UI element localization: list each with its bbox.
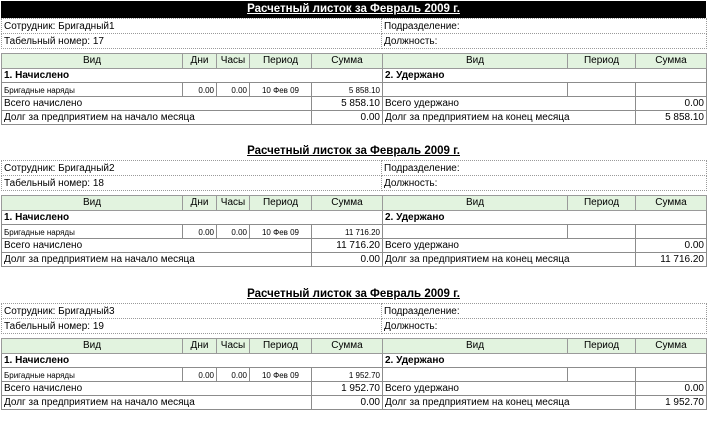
col-sum-withheld: Сумма [636, 196, 707, 211]
accrual-row [2, 368, 707, 382]
accrual-sum: 1 952.70 [312, 368, 383, 382]
payment-table [1, 338, 707, 410]
col-days: Дни [183, 54, 217, 69]
withheld-empty-sum [636, 83, 707, 97]
col-vid: Вид [2, 54, 183, 69]
employee-name: Бригадный1 [58, 21, 115, 32]
withheld-section-label: 2. Удержано [383, 211, 707, 225]
employee-info [1, 18, 707, 49]
employee-label: Сотрудник: [4, 163, 56, 174]
totals-row [2, 97, 707, 111]
payslip-title: Расчетный листок за Февраль 2009 г. [247, 288, 460, 300]
tab-number-label: Табельный номер: [4, 321, 91, 332]
accrual-sum: 11 716.20 [312, 225, 383, 239]
payslip [1, 286, 706, 410]
total-withheld-value: 0.00 [636, 97, 707, 111]
debt-row [2, 253, 707, 267]
employee-cell [2, 161, 382, 176]
col-hours: Часы [217, 196, 250, 211]
employee-label: Сотрудник: [4, 306, 56, 317]
total-accrued-label: Всего начислено [2, 239, 312, 253]
accrual-days: 0.00 [183, 225, 217, 239]
accrual-row [2, 225, 707, 239]
col-hours: Часы [217, 339, 250, 354]
col-days: Дни [183, 196, 217, 211]
accrued-section-label: 1. Начислено [2, 354, 383, 368]
accrual-name: Бригадные наряды [2, 368, 183, 382]
withheld-empty-period [568, 83, 636, 97]
tab-number-cell [2, 176, 382, 191]
debt-row [2, 111, 707, 125]
payment-table [1, 195, 707, 267]
withheld-section-label: 2. Удержано [383, 354, 707, 368]
withheld-empty-period [568, 368, 636, 382]
employee-name: Бригадный3 [58, 306, 115, 317]
debt-start-label: Долг за предприятием на начало месяца [2, 253, 312, 267]
payslip [1, 143, 706, 267]
accrual-period: 10 Фев 09 [250, 225, 312, 239]
employee-cell [2, 304, 382, 319]
employee-name: Бригадный2 [58, 163, 115, 174]
total-withheld-label: Всего удержано [383, 239, 636, 253]
header-row [2, 54, 707, 69]
col-sum-withheld: Сумма [636, 54, 707, 69]
debt-start-value: 0.00 [312, 396, 383, 410]
col-period: Период [250, 196, 312, 211]
col-vid: Вид [2, 339, 183, 354]
col-vid-withheld: Вид [383, 54, 568, 69]
withheld-section-label: 2. Удержано [383, 69, 707, 83]
accrual-days: 0.00 [183, 83, 217, 97]
col-days: Дни [183, 339, 217, 354]
tab-number-value: 19 [92, 321, 104, 332]
tab-number-cell [2, 34, 382, 49]
department-label: Подразделение: [382, 19, 707, 34]
accrual-period: 10 Фев 09 [250, 83, 312, 97]
col-vid-withheld: Вид [383, 196, 568, 211]
accrual-hours: 0.00 [217, 368, 250, 382]
employee-info [1, 160, 707, 191]
debt-start-label: Долг за предприятием на начало месяца [2, 396, 312, 410]
section-row [2, 69, 707, 83]
accrual-period: 10 Фев 09 [250, 368, 312, 382]
department-label: Подразделение: [382, 304, 707, 319]
debt-row [2, 396, 707, 410]
employee-info [1, 303, 707, 334]
payslip-title: Расчетный листок за Февраль 2009 г. [1, 1, 706, 18]
tab-number-label: Табельный номер: [4, 36, 91, 47]
col-vid-withheld: Вид [383, 339, 568, 354]
accrual-sum: 5 858.10 [312, 83, 383, 97]
debt-end-value: 1 952.70 [636, 396, 707, 410]
section-row [2, 354, 707, 368]
withheld-empty-vid [383, 225, 568, 239]
total-accrued-label: Всего начислено [2, 382, 312, 396]
department-label: Подразделение: [382, 161, 707, 176]
accrual-name: Бригадные наряды [2, 225, 183, 239]
col-sum: Сумма [312, 339, 383, 354]
section-row [2, 211, 707, 225]
col-period-withheld: Период [568, 339, 636, 354]
total-accrued-value: 1 952.70 [312, 382, 383, 396]
debt-end-label: Долг за предприятием на конец месяца [383, 253, 636, 267]
payslip [1, 1, 706, 125]
col-sum: Сумма [312, 54, 383, 69]
position-label: Должность: [382, 176, 707, 191]
col-period-withheld: Период [568, 54, 636, 69]
accrual-hours: 0.00 [217, 83, 250, 97]
withheld-empty-vid [383, 83, 568, 97]
debt-end-label: Долг за предприятием на конец месяца [383, 111, 636, 125]
withheld-empty-period [568, 225, 636, 239]
accrued-section-label: 1. Начислено [2, 211, 383, 225]
employee-cell [2, 19, 382, 34]
withheld-empty-sum [636, 225, 707, 239]
debt-start-value: 0.00 [312, 253, 383, 267]
col-period: Период [250, 54, 312, 69]
withheld-empty-vid [383, 368, 568, 382]
totals-row [2, 382, 707, 396]
accrual-days: 0.00 [183, 368, 217, 382]
col-hours: Часы [217, 54, 250, 69]
header-row [2, 339, 707, 354]
col-sum: Сумма [312, 196, 383, 211]
col-sum-withheld: Сумма [636, 339, 707, 354]
tab-number-value: 18 [92, 178, 104, 189]
debt-end-label: Долг за предприятием на конец месяца [383, 396, 636, 410]
accrual-row [2, 83, 707, 97]
col-period-withheld: Период [568, 196, 636, 211]
payslip-title: Расчетный листок за Февраль 2009 г. [247, 145, 460, 157]
payment-table [1, 53, 707, 125]
accrued-section-label: 1. Начислено [2, 69, 383, 83]
debt-start-label: Долг за предприятием на начало месяца [2, 111, 312, 125]
total-accrued-value: 5 858.10 [312, 97, 383, 111]
col-period: Период [250, 339, 312, 354]
debt-end-value: 5 858.10 [636, 111, 707, 125]
header-row [2, 196, 707, 211]
total-withheld-value: 0.00 [636, 239, 707, 253]
position-label: Должность: [382, 319, 707, 334]
withheld-empty-sum [636, 368, 707, 382]
tab-number-cell [2, 319, 382, 334]
accrual-name: Бригадные наряды [2, 83, 183, 97]
total-accrued-value: 11 716.20 [312, 239, 383, 253]
tab-number-label: Табельный номер: [4, 178, 91, 189]
position-label: Должность: [382, 34, 707, 49]
employee-label: Сотрудник: [4, 21, 56, 32]
total-withheld-label: Всего удержано [383, 97, 636, 111]
accrual-hours: 0.00 [217, 225, 250, 239]
debt-end-value: 11 716.20 [636, 253, 707, 267]
total-accrued-label: Всего начислено [2, 97, 312, 111]
tab-number-value: 17 [92, 36, 104, 47]
total-withheld-label: Всего удержано [383, 382, 636, 396]
totals-row [2, 239, 707, 253]
total-withheld-value: 0.00 [636, 382, 707, 396]
debt-start-value: 0.00 [312, 111, 383, 125]
col-vid: Вид [2, 196, 183, 211]
